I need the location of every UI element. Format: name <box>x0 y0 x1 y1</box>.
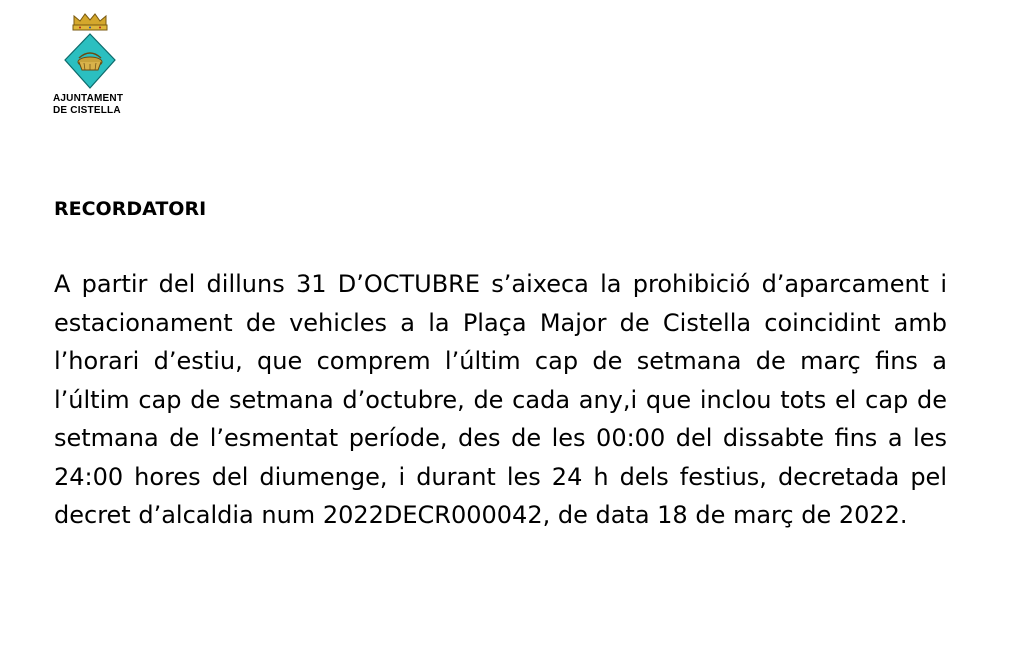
document-body: A partir del dilluns 31 D’OCTUBRE s’aixeca la prohibició d’aparcament i estacionament de vehicles a la Plaça Major de Cistella coincidint amb l’horari d’estiu, que comprem l’últim cap de setmana de març fins a l’últim cap de setmana d’octubre, de cada any,i que inclou tots el cap de setmana de l’esmentat període, des de les 00:00 del dissabte fins a les 24:00 hores del diumenge, i durant les 24 h dels festius, decretada pel decret d’alcaldia num 2022DECR000042, de data 18 de març de 2022. <box>54 270 947 529</box>
municipal-crest-icon <box>60 12 120 90</box>
organization-name <box>53 93 123 117</box>
org-line-1: AJUNTAMENT <box>53 93 124 104</box>
org-line-2: DE CISTELLA <box>53 105 121 116</box>
document-heading: RECORDATORI <box>54 198 207 220</box>
